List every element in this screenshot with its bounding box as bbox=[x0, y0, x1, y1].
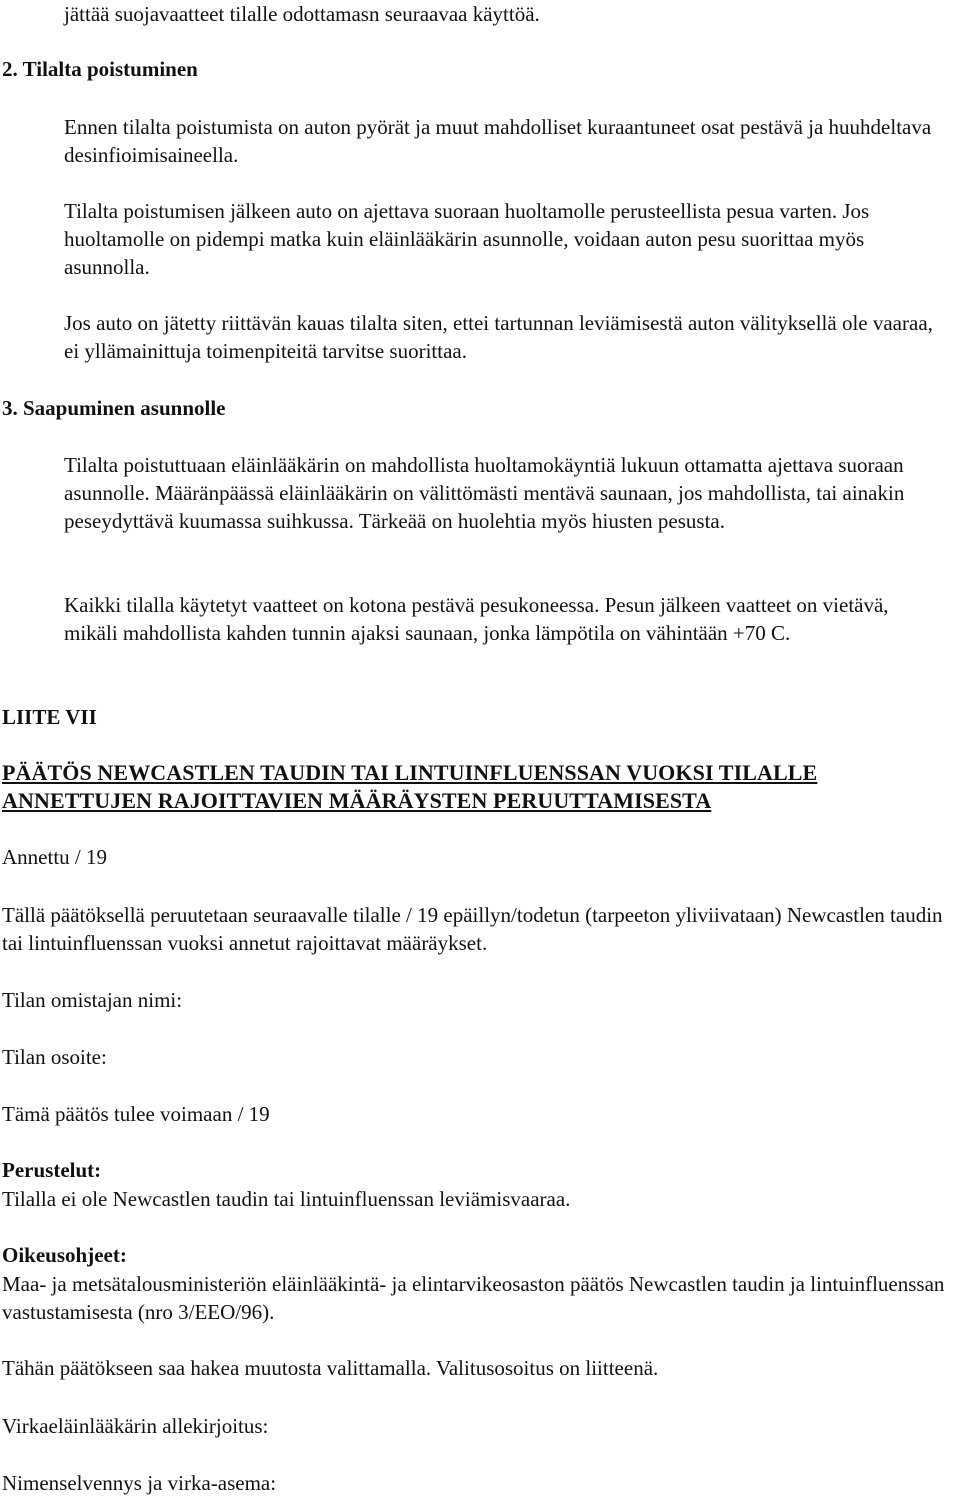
section3-paragraph-1: Tilalta poistuttuaan eläinlääkärin on mahdollista huoltamokäyntiä lukuun ottamatta ajettava suoraan asunnolle. Määränpäässä eläinlääkärin on välittömästi mentävä saunaan, jos mahdollista, tai ainakin peseydyttävä kuumassa suihkussa. Tärkeää on huolehtia myös hiusten pesusta. bbox=[64, 453, 905, 533]
grounds-text: Tilalla ei ole Newcastlen taudin tai lintuinfluenssan leviämisvaaraa. bbox=[2, 1187, 571, 1211]
decision-title-line-2: ANNETTUJEN RAJOITTAVIEN MÄÄRÄYSTEN PERUUTTAMISESTA bbox=[2, 788, 712, 813]
effective-date-line: Tämä päätös tulee voimaan / 19 bbox=[2, 1102, 270, 1126]
section2-paragraph-2: Tilalta poistumisen jälkeen auto on ajettava suoraan huoltamolle perusteellista pesua varten. Jos huoltamolle on pidempi matka kuin eläinlääkärin asunnolle, voidaan auton pesu suorittaa myös asunnolla. bbox=[64, 199, 870, 279]
section2-paragraph-1: Ennen tilalta poistumista on auton pyörät ja muut mahdolliset kuraantuneet osat pestävä ja huuhdeltava desinfioimisaineella. bbox=[64, 115, 932, 167]
appeal-text: Tähän päätökseen saa hakea muutosta valittamalla. Valitusosoitus on liitteenä. bbox=[2, 1356, 659, 1380]
appendix-label: LIITE VII bbox=[2, 705, 97, 729]
legal-text: Maa- ja metsätalousministeriön eläinlääkintä- ja elintarvikeosaston päätös Newcastlen taudin ja lintuinfluenssan vastustamisesta (nro 3/EEO/96). bbox=[2, 1272, 945, 1324]
section1-continuation-text: jättää suojavaatteet tilalle odottamasn seuraavaa käyttöä. bbox=[64, 2, 540, 26]
farm-address-label: Tilan osoite: bbox=[2, 1045, 107, 1069]
issued-date-line: Annettu / 19 bbox=[2, 845, 107, 869]
legal-heading: Oikeusohjeet: bbox=[2, 1243, 127, 1267]
section3-heading: 3. Saapuminen asunnolle bbox=[2, 396, 226, 420]
grounds-heading: Perustelut: bbox=[2, 1158, 102, 1182]
owner-name-label: Tilan omistajan nimi: bbox=[2, 988, 183, 1012]
section2-heading: 2. Tilalta poistuminen bbox=[2, 57, 198, 81]
signature-label: Virkaeläinlääkärin allekirjoitus: bbox=[2, 1414, 269, 1438]
section3-paragraph-2: Kaikki tilalla käytetyt vaatteet on kotona pestävä pesukoneessa. Pesun jälkeen vaatteet on vietävä, mikäli mahdollista kahden tunnin ajaksi saunaan, jonka lämpötila on vähintään +70 C. bbox=[64, 593, 889, 645]
decision-text: Tällä päätöksellä peruutetaan seuraavalle tilalle / 19 epäillyn/todetun (tarpeeton yliviivataan) Newcastlen taudin tai lintuinfluenssan vuoksi annetut rajoittavat määräykset. bbox=[2, 903, 943, 955]
section2-paragraph-3: Jos auto on jätetty riittävän kauas tilalta siten, ettei tartunnan leviämisestä auton välityksellä ole vaaraa, ei yllämainittuja toimenpiteitä tarvitse suorittaa. bbox=[64, 311, 933, 363]
decision-title-line-1: PÄÄTÖS NEWCASTLEN TAUDIN TAI LINTUINFLUENSSAN VUOKSI TILALLE bbox=[2, 760, 818, 785]
name-and-title-label: Nimenselvennys ja virka-asema: bbox=[2, 1471, 277, 1495]
